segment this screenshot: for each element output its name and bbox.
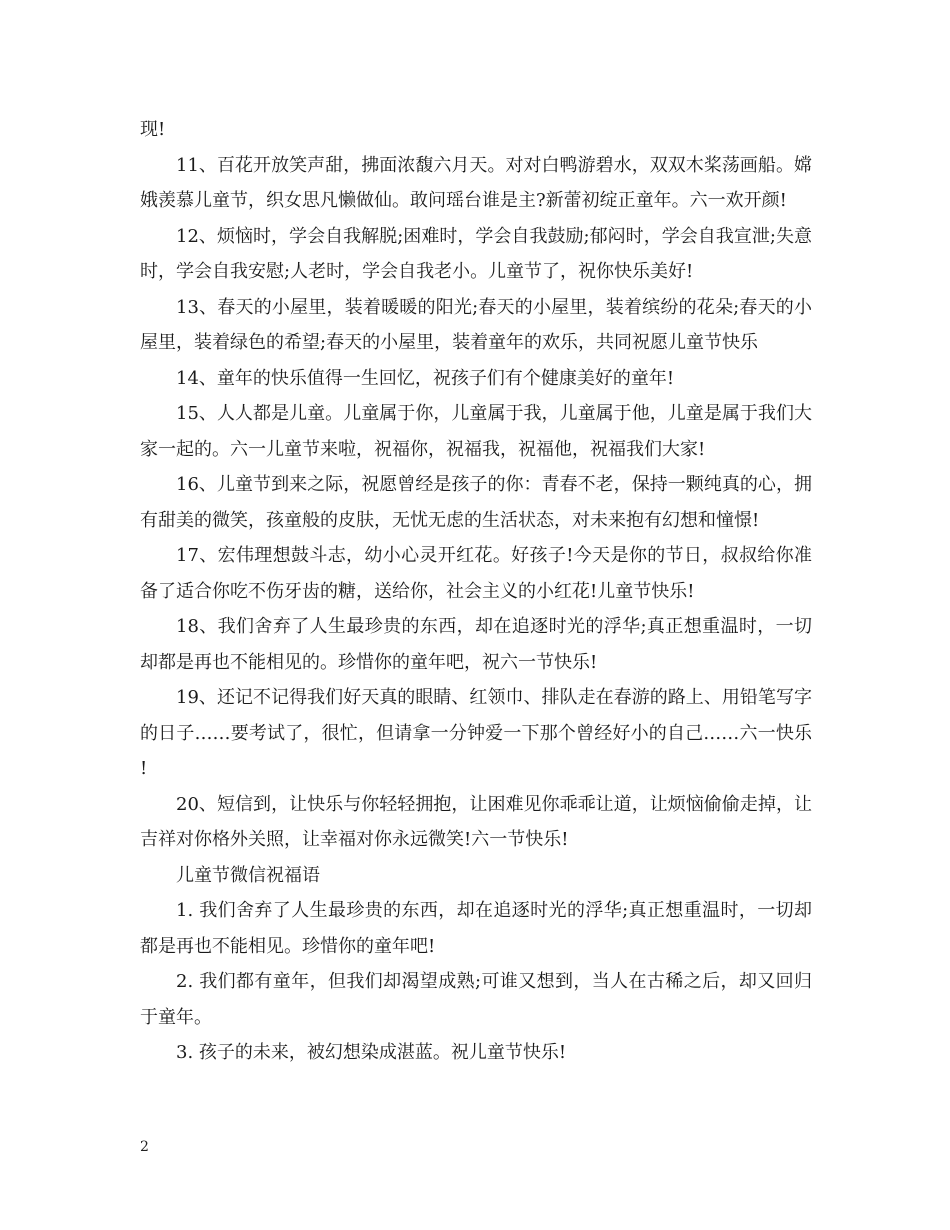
paragraph-wechat-1: 1. 我们舍弃了人生最珍贵的东西，却在追逐时光的浮华;真正想重温时，一切却都是再也不能相见。珍惜你的童年吧!: [140, 900, 812, 957]
paragraph-item-11: 11、百花开放笑声甜，拂面浓馥六月天。对对白鸭游碧水，双双木桨荡画船。嫦娥羡慕儿童节，织女思凡懒做仙。敢问瑶台谁是主?新蕾初绽正童年。六一欢开颜!: [140, 154, 812, 211]
paragraph-wechat-3: 3. 孩子的未来，被幻想染成湛蓝。祝儿童节快乐!: [176, 1042, 567, 1063]
page-number: 2: [140, 1139, 149, 1155]
paragraph-item-14: 14、童年的快乐值得一生回忆，祝孩子们有个健康美好的童年!: [176, 367, 675, 389]
paragraph-item-17: 17、宏伟理想鼓斗志，幼小心灵开红花。好孩子!今天是你的节日，叔叔给你准备了适合你吃不伤牙齿的糖，送给你，社会主义的小红花!儿童节快乐!: [140, 545, 812, 602]
paragraph-continuation: 现!: [140, 119, 166, 140]
paragraph-item-15: 15、人人都是儿童。儿童属于你，儿童属于我，儿童属于他，儿童是属于我们大家一起的。六一儿童节来啦，祝福你，祝福我，祝福他，祝福我们大家!: [140, 403, 812, 460]
paragraph-item-13: 13、春天的小屋里，装着暖暖的阳光;春天的小屋里，装着缤纷的花朵;春天的小屋里，装着绿色的希望;春天的小屋里，装着童年的欢乐，共同祝愿儿童节快乐: [140, 296, 812, 353]
section-heading: 儿童节微信祝福语: [176, 864, 320, 886]
paragraph-wechat-2: 2. 我们都有童年，但我们却渴望成熟;可谁又想到，当人在古稀之后，却又回归于童年。: [140, 971, 812, 1028]
paragraph-item-19: 19、还记不记得我们好天真的眼睛、红领巾、排队走在春游的路上、用铅笔写字的日子……要考试了，很忙，但请拿一分钟爱一下那个曾经好小的自己……六一快乐 !: [140, 687, 812, 779]
paragraph-item-16: 16、儿童节到来之际，祝愿曾经是孩子的你：青春不老，保持一颗纯真的心，拥有甜美的微笑，孩童般的皮肤，无忧无虑的生活状态，对未来抱有幻想和憧憬!: [140, 474, 812, 531]
paragraph-item-20: 20、短信到，让快乐与你轻轻拥抱，让困难见你乖乖让道，让烦恼偷偷走掉，让吉祥对你格外关照，让幸福对你永远微笑!六一节快乐!: [140, 793, 812, 850]
paragraph-item-18: 18、我们舍弃了人生最珍贵的东西，却在追逐时光的浮华;真正想重温时，一切却都是再也不能相见的。珍惜你的童年吧，祝六一节快乐!: [140, 616, 812, 673]
document-body: [140, 112, 812, 1071]
paragraph-item-12: 12、烦恼时，学会自我解脱;困难时，学会自我鼓励;郁闷时，学会自我宣泄;失意时，学会自我安慰;人老时，学会自我老小。儿童节了，祝你快乐美好!: [140, 225, 812, 282]
